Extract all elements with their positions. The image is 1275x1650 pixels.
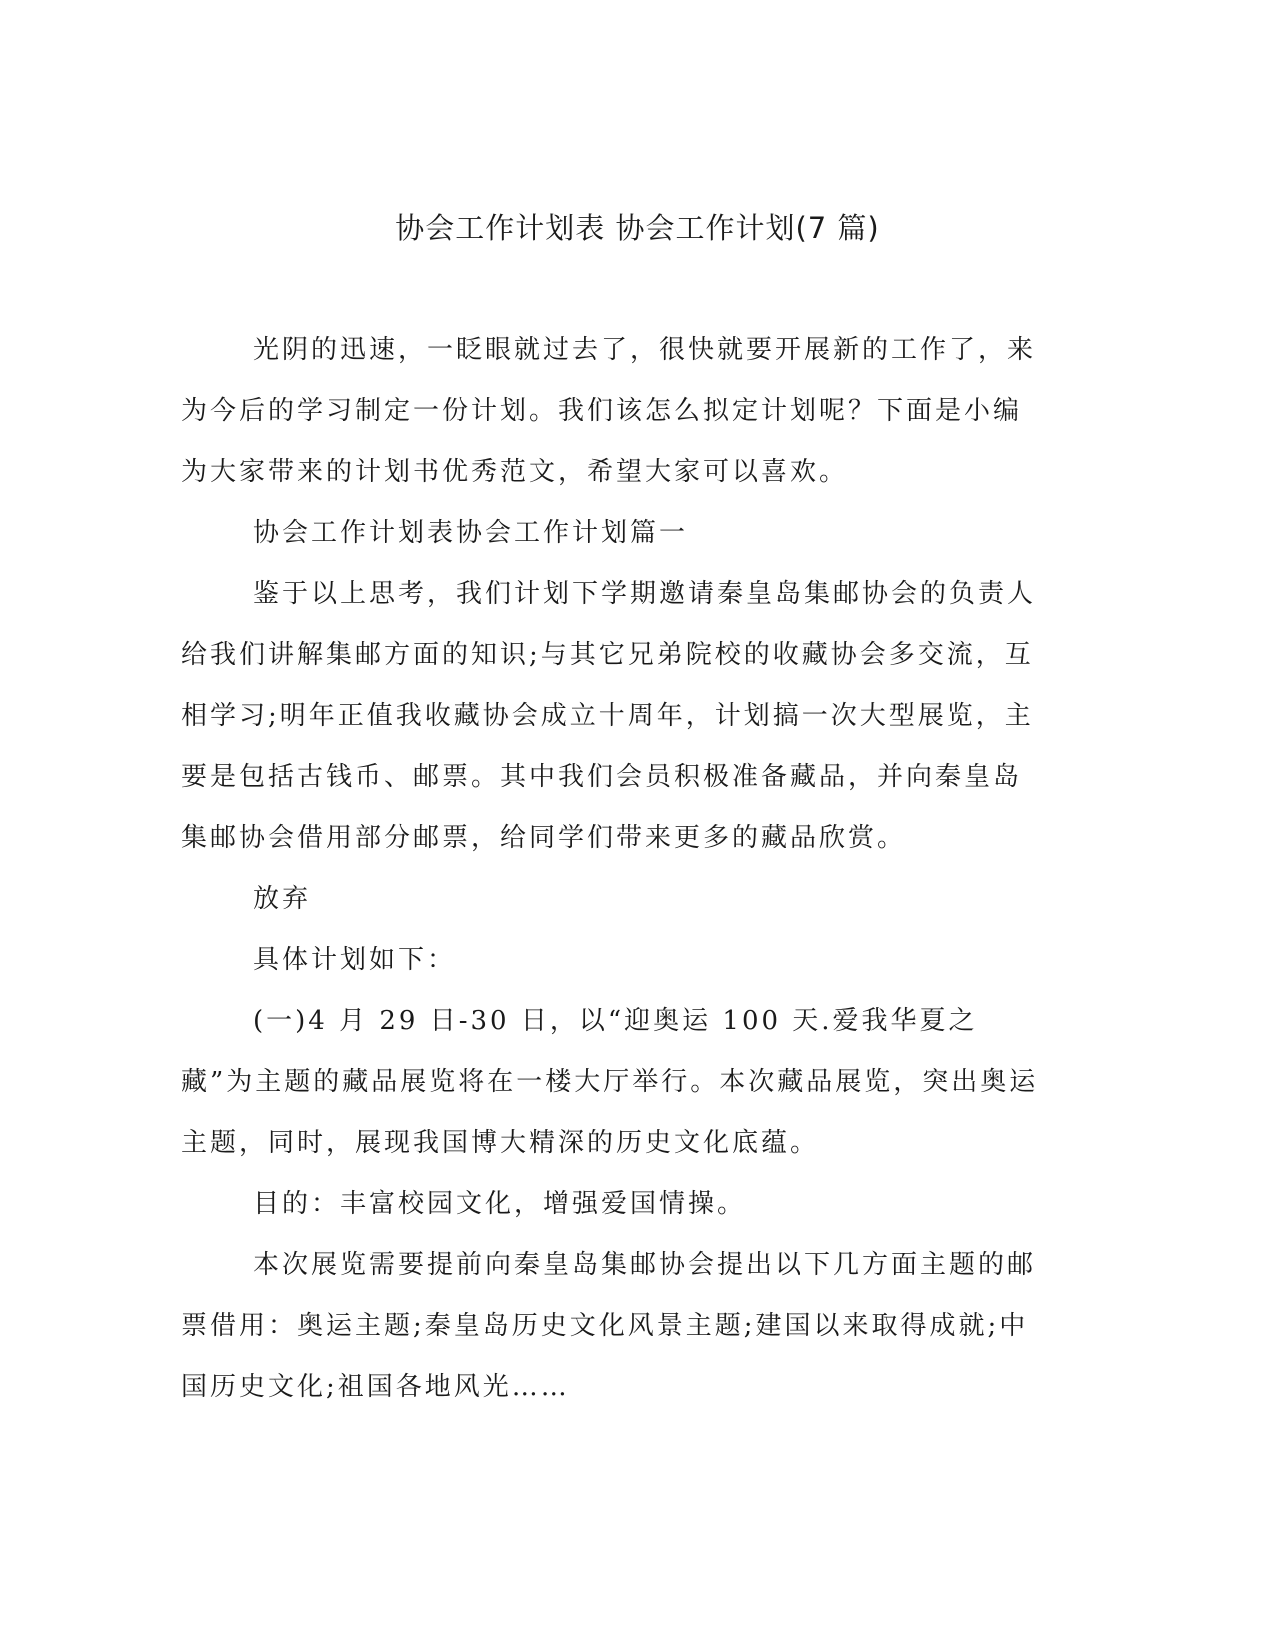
- paragraph-plan: 鉴于以上思考，我们计划下学期邀请秦皇岛集邮协会的负责人给我们讲解集邮方面的知识;与其它兄弟院校的收藏协会多交流，互相学习;明年正值我收藏协会成立十周年，计划搞一次大型展览，主要是包括古钱币、邮票。其中我们会员积极准备藏品，并向秦皇岛集邮协会借用部分邮票，给同学们带来更多的藏品欣赏。: [181, 579, 1037, 853]
- document-body: [181, 320, 1039, 1418]
- paragraph-plan-intro: 具体计划如下：: [253, 945, 457, 975]
- paragraph-intro: 光阴的迅速，一眨眼就过去了，很快就要开展新的工作了，来为今后的学习制定一份计划。我们该怎么拟定计划呢？下面是小编为大家带来的计划书优秀范文，希望大家可以喜欢。: [181, 335, 1037, 487]
- section-heading: 协会工作计划表协会工作计划篇一: [253, 518, 689, 548]
- paragraph-note: 放弃: [253, 884, 312, 914]
- paragraph-item-one: (一)4 月 29 日-30 日，以“迎奥运 100 天.爱我华夏之藏”为主题的藏品展览将在一楼大厅举行。本次藏品展览，突出奥运主题，同时，展现我国博大精深的历史文化底蕴。: [181, 1006, 1039, 1158]
- paragraph-borrowing: 本次展览需要提前向秦皇岛集邮协会提出以下几方面主题的邮票借用：奥运主题;秦皇岛历史文化风景主题;建国以来取得成就;中国历史文化;祖国各地风光……: [181, 1250, 1037, 1402]
- paragraph-purpose: 目的：丰富校园文化，增强爱国情操。: [253, 1189, 747, 1219]
- document-title: 协会工作计划表 协会工作计划(7 篇): [395, 211, 880, 245]
